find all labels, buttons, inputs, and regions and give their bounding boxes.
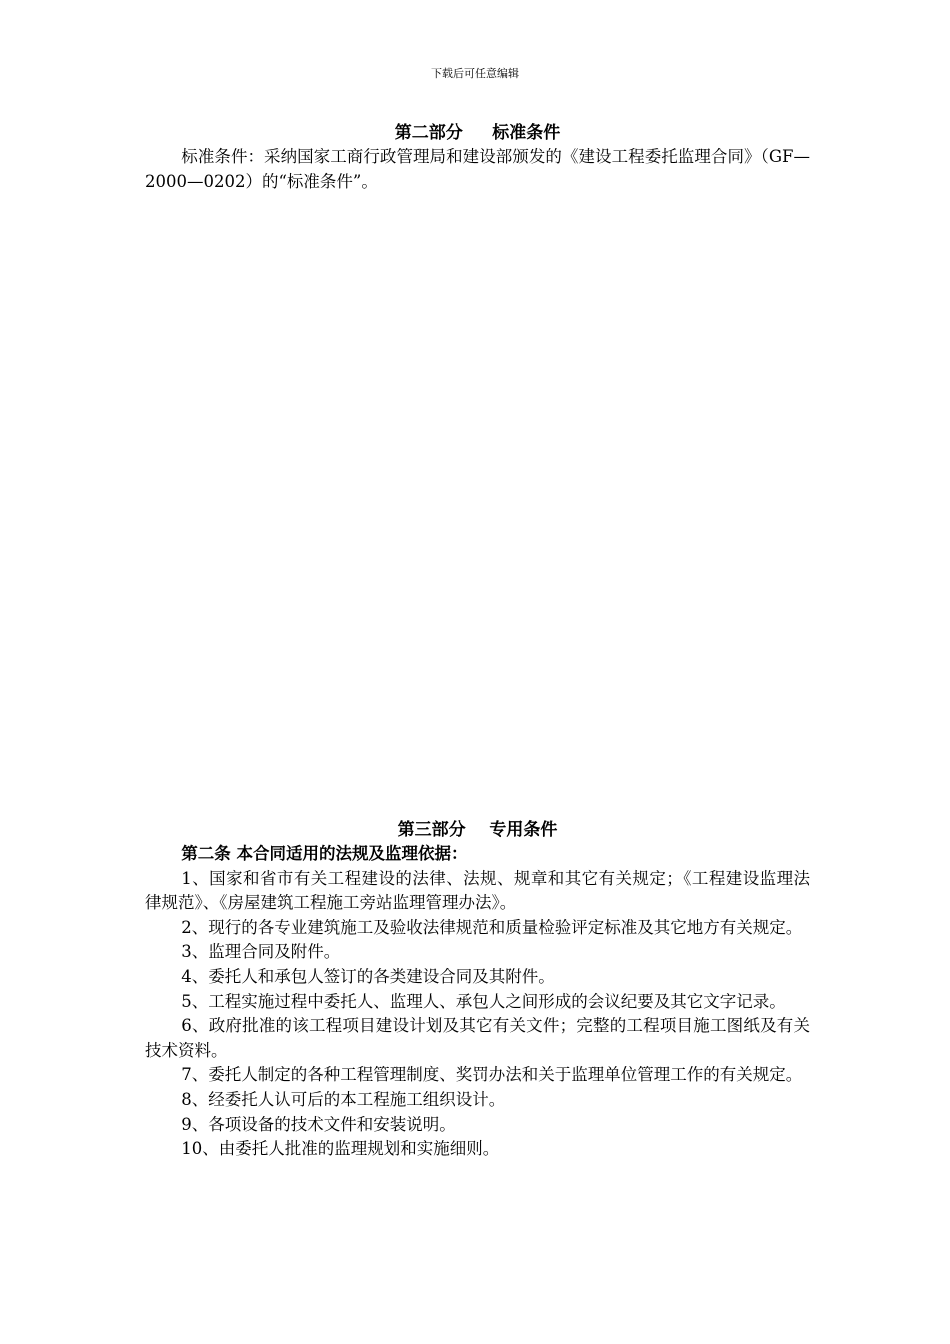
part-two-section: [145, 121, 810, 194]
article-two-heading: 第二条 本合同适用的法规及监理依据：: [181, 844, 468, 863]
part-three-title: 第三部分 专用条件: [397, 820, 558, 840]
part-three-section: [145, 818, 810, 1162]
standard-conditions-paragraph: 标准条件：采纳国家工商行政管理局和建设部颁发的《建设工程委托监理合同》（GF—2000—0202）的“标准条件”。: [145, 147, 810, 191]
list-item: 10、由委托人批准的监理规划和实施细则。: [181, 1139, 500, 1159]
list-item: 9、各项设备的技术文件和安装说明。: [181, 1114, 456, 1134]
list-item: 2、现行的各专业建筑施工及验收法律规范和质量检验评定标准及其它地方有关规定。: [181, 917, 803, 937]
part-two-title: 第二部分 标准条件: [394, 123, 561, 143]
list-item: 3、监理合同及附件。: [181, 942, 341, 962]
list-item: 5、工程实施过程中委托人、监理人、承包人之间形成的会议纪要及其它文字记录。: [181, 991, 786, 1011]
list-item: 4、委托人和承包人签订的各类建设合同及其附件。: [181, 966, 555, 986]
list-item: 6、政府批准的该工程项目建设计划及其它有关文件；完整的工程项目施工图纸及有关技术资料。: [145, 1016, 810, 1060]
header-note: 下载后可任意编辑: [431, 67, 519, 80]
list-item: 7、委托人制定的各种工程管理制度、奖罚办法和关于监理单位管理工作的有关规定。: [181, 1065, 803, 1085]
list-item: 1、国家和省市有关工程建设的法律、法规、规章和其它有关规定；《工程建设监理法律规范》、《房屋建筑工程施工旁站监理管理办法》。: [145, 868, 810, 913]
list-item: 8、经委托人认可后的本工程施工组织设计。: [181, 1089, 506, 1109]
